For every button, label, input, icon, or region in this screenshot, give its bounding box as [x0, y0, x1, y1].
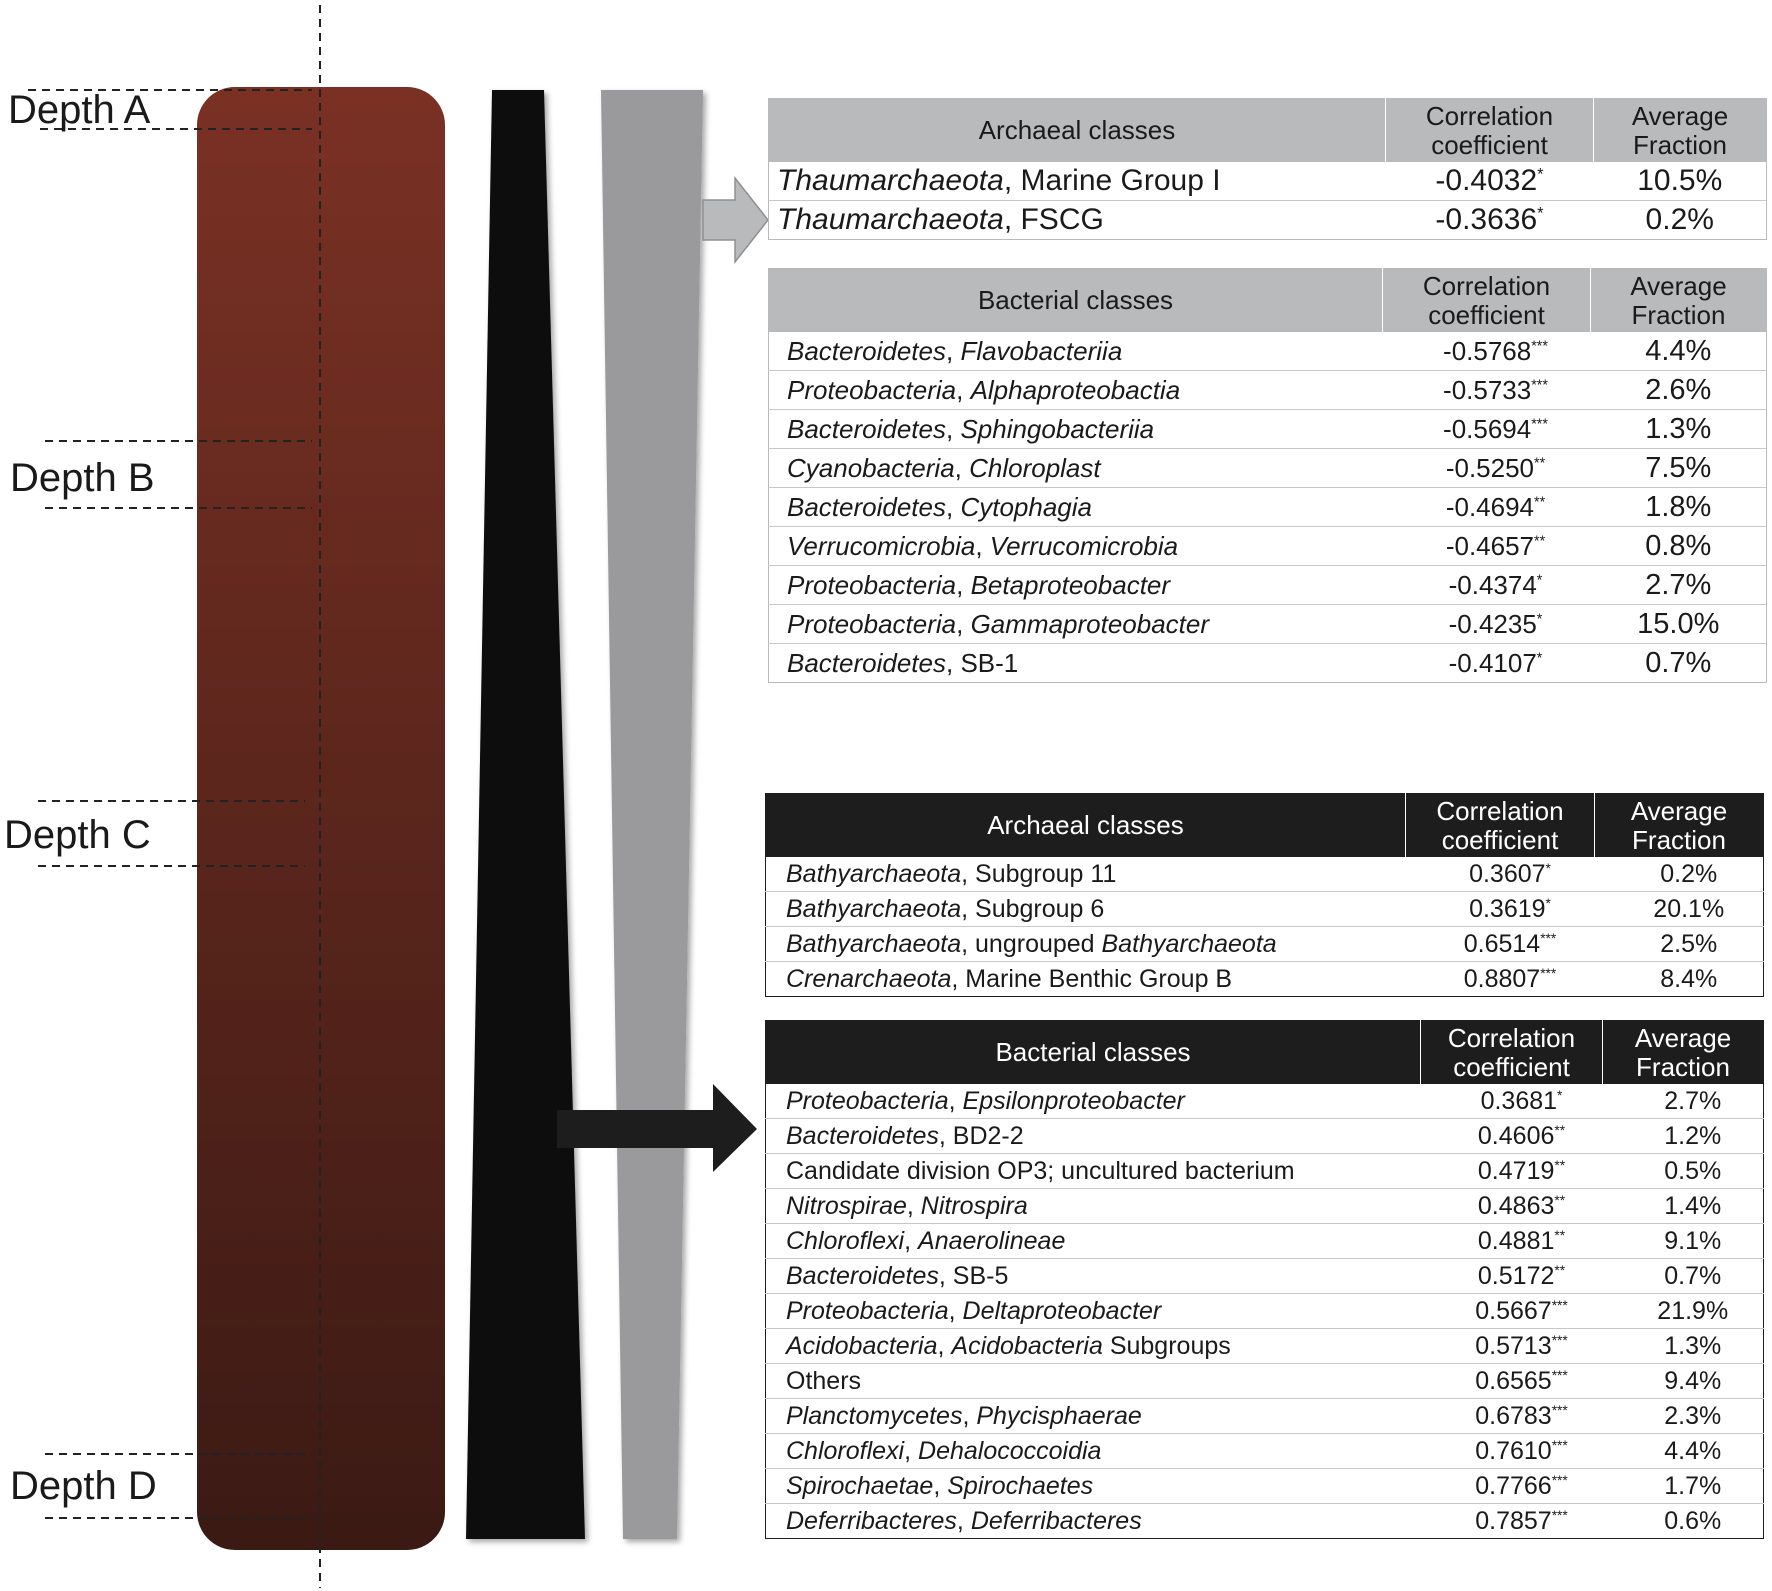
significance-mark: ** — [1534, 455, 1546, 472]
taxon-cell: Acidobacteria, Acidobacteria Subgroups — [766, 1329, 1421, 1364]
average-fraction-value: 0.6% — [1664, 1506, 1722, 1535]
taxon-cell: Bacteroidetes, BD2-2 — [766, 1119, 1421, 1154]
average-fraction-value: 1.2% — [1664, 1121, 1722, 1150]
significance-mark: ** — [1554, 1262, 1566, 1278]
correlation-cell — [1406, 892, 1595, 927]
average-fraction-cell — [1591, 605, 1767, 644]
average-fraction-value: 8.4% — [1660, 964, 1718, 993]
class-name: Cytophagia — [960, 491, 1092, 522]
correlation-value: 0.4719 — [1477, 1156, 1555, 1185]
average-fraction-cell — [1591, 527, 1767, 566]
average-fraction-cell — [1591, 488, 1767, 527]
taxon-cell: Proteobacteria, Gammaproteobacter — [769, 605, 1383, 644]
correlation-cell — [1421, 1084, 1603, 1119]
correlation-value: -0.4107 — [1448, 647, 1537, 678]
correlation-cell — [1383, 332, 1591, 371]
average-fraction-cell — [1591, 332, 1767, 371]
class-name: Sphingobacteriia — [960, 413, 1155, 444]
class-name: Verrucomicrobia — [989, 530, 1179, 561]
average-fraction-value: 9.1% — [1664, 1226, 1722, 1255]
average-fraction-value: 1.3% — [1645, 412, 1712, 445]
average-fraction-value: 21.9% — [1657, 1296, 1729, 1325]
table-row — [766, 1154, 1764, 1189]
average-fraction-cell — [1603, 1294, 1764, 1329]
significance-mark: *** — [1551, 1507, 1568, 1523]
correlation-value: -0.4032 — [1435, 164, 1538, 197]
correlation-cell — [1421, 1364, 1603, 1399]
phylum-name: Bacteroidetes — [786, 1121, 939, 1150]
class-name: Alphaproteobactia — [970, 374, 1181, 405]
average-fraction-value: 1.4% — [1664, 1191, 1722, 1220]
class-name: Subgroup 6 — [975, 894, 1105, 923]
bacterial-classes-header: Bacterial classes — [766, 1021, 1421, 1085]
significance-mark: ** — [1534, 533, 1546, 550]
table-row — [769, 449, 1767, 488]
average-fraction-cell — [1603, 1504, 1764, 1539]
table-row — [766, 1259, 1764, 1294]
correlation-cell — [1421, 1224, 1603, 1259]
taxon-cell: Bacteroidetes, Flavobacteriia — [769, 332, 1383, 371]
table-row — [766, 1364, 1764, 1399]
table-row — [766, 857, 1764, 892]
average-fraction-value: 2.7% — [1664, 1086, 1722, 1115]
significance-mark: *** — [1531, 338, 1548, 355]
archaeal-negative-table — [768, 98, 1767, 240]
correlation-cell — [1421, 1399, 1603, 1434]
class-name: FSCG — [1020, 203, 1104, 236]
phylum-name: Bacteroidetes — [787, 647, 946, 678]
average-fraction-cell — [1603, 1469, 1764, 1504]
significance-mark: *** — [1551, 1367, 1568, 1383]
table-row — [766, 1329, 1764, 1364]
average-fraction-cell — [1603, 1119, 1764, 1154]
class-name: SB-5 — [952, 1261, 1009, 1290]
significance-mark: * — [1536, 650, 1543, 667]
taxon-cell — [766, 1154, 1421, 1189]
depth-b-label: Depth B — [10, 456, 155, 500]
class-prefix: ungrouped — [975, 929, 1095, 958]
correlation-cell — [1421, 1469, 1603, 1504]
class-name: Marine Benthic Group B — [965, 964, 1233, 993]
table-row — [766, 1434, 1764, 1469]
correlation-value: 0.7857 — [1475, 1506, 1552, 1535]
correlation-value: 0.3619 — [1469, 894, 1546, 923]
correlation-value: -0.4694 — [1445, 491, 1535, 522]
depth-d-label: Depth D — [10, 1464, 157, 1508]
phylum-name: Verrucomicrobia — [787, 530, 976, 561]
table-row — [766, 1294, 1764, 1329]
phylum-name: Proteobacteria — [787, 374, 957, 405]
average-fraction-cell — [1595, 927, 1764, 962]
average-fraction-cell — [1591, 566, 1767, 605]
phylum-name: Planctomycetes — [786, 1401, 963, 1430]
depth-c-label: Depth C — [4, 813, 151, 857]
average-fraction-value: 0.7% — [1645, 646, 1712, 679]
correlation-value: 0.4863 — [1477, 1191, 1555, 1220]
average-fraction-cell — [1591, 371, 1767, 410]
average-fraction-value: 7.5% — [1645, 451, 1712, 484]
average-fraction-cell — [1603, 1189, 1764, 1224]
correlation-cell — [1421, 1189, 1603, 1224]
average-fraction-cell — [1603, 1259, 1764, 1294]
correlation-value: -0.4657 — [1445, 530, 1535, 561]
correlation-cell — [1386, 162, 1594, 201]
correlation-value: -0.4374 — [1448, 569, 1537, 600]
correlation-cell — [1383, 488, 1591, 527]
average-fraction-cell — [1603, 1084, 1764, 1119]
correlation-cell — [1383, 449, 1591, 488]
phylum-name: Chloroflexi — [786, 1226, 905, 1255]
significance-mark: *** — [1540, 930, 1557, 946]
class-name: Spirochaetes — [947, 1471, 1094, 1500]
phylum-name: Chloroflexi — [786, 1436, 905, 1465]
correlation-cell — [1383, 371, 1591, 410]
class-suffix: Subgroups — [1109, 1331, 1231, 1360]
average-fraction-value: 0.8% — [1645, 529, 1712, 562]
average-fraction-cell — [1603, 1329, 1764, 1364]
average-fraction-header: Average Fraction — [1603, 1021, 1764, 1085]
taxon-cell: Bacteroidetes, SB-5 — [766, 1259, 1421, 1294]
table-row — [766, 1119, 1764, 1154]
correlation-value: 0.6565 — [1475, 1366, 1552, 1395]
archaeal-classes-header: Archaeal classes — [769, 99, 1386, 163]
phylum-name: Bathyarchaeota — [786, 929, 962, 958]
significance-mark: ** — [1534, 494, 1546, 511]
table-row — [769, 605, 1767, 644]
correlation-cell — [1383, 605, 1591, 644]
significance-mark: *** — [1551, 1332, 1568, 1348]
average-fraction-value: 1.3% — [1664, 1331, 1722, 1360]
correlation-cell — [1421, 1504, 1603, 1539]
table-row — [766, 1504, 1764, 1539]
class-name: Nitrospira — [920, 1191, 1028, 1220]
correlation-cell — [1421, 1154, 1603, 1189]
taxon-name: Others — [786, 1366, 862, 1395]
bacterial-negative-table — [768, 268, 1767, 683]
average-fraction-header: Average Fraction — [1594, 99, 1767, 163]
average-fraction-value: 20.1% — [1653, 894, 1725, 923]
class-name: SB-1 — [960, 647, 1019, 678]
class-name: Epsilonproteobacter — [962, 1086, 1185, 1115]
class-name: Acidobacteria — [951, 1331, 1103, 1360]
table-row — [769, 488, 1767, 527]
table-row — [766, 1399, 1764, 1434]
average-fraction-value: 0.2% — [1645, 203, 1714, 236]
taxon-cell: Thaumarchaeota, Marine Group I — [769, 162, 1386, 201]
correlation-cell — [1421, 1119, 1603, 1154]
class-name: Anaerolineae — [918, 1226, 1066, 1255]
archaeal-classes-header: Archaeal classes — [766, 794, 1406, 858]
phylum-name: Spirochaetae — [786, 1471, 934, 1500]
taxon-cell: Nitrospirae, Nitrospira — [766, 1189, 1421, 1224]
table-row — [766, 927, 1764, 962]
significance-mark: *** — [1531, 416, 1548, 433]
average-fraction-value: 4.4% — [1664, 1436, 1722, 1465]
class-name: Bathyarchaeota — [1101, 929, 1277, 958]
average-fraction-cell — [1591, 410, 1767, 449]
class-name: Marine Group I — [1020, 164, 1221, 197]
correlation-cell — [1421, 1259, 1603, 1294]
class-name: Phycisphaerae — [976, 1401, 1142, 1430]
taxon-cell: Deferribacteres, Deferribacteres — [786, 1506, 1142, 1535]
correlation-cell — [1406, 927, 1595, 962]
dark-wedge — [466, 90, 585, 1539]
taxon-cell: Proteobacteria, Epsilonproteobacter — [766, 1084, 1421, 1119]
significance-mark: * — [1545, 895, 1551, 911]
average-fraction-cell — [1594, 162, 1767, 201]
class-name: Chloroplast — [969, 452, 1101, 483]
table-row — [769, 162, 1767, 201]
average-fraction-value: 2.5% — [1660, 929, 1718, 958]
average-fraction-cell — [1603, 1434, 1764, 1469]
correlation-value: -0.3636 — [1435, 203, 1538, 236]
bacterial-positive-table — [765, 1020, 1764, 1539]
class-name: Deferribacteres — [970, 1506, 1142, 1535]
correlation-cell — [1383, 410, 1591, 449]
phylum-name: Bacteroidetes — [787, 491, 946, 522]
average-fraction-value: 9.4% — [1664, 1366, 1722, 1395]
average-fraction-value: 0.5% — [1664, 1156, 1722, 1185]
table-row — [769, 410, 1767, 449]
table-row — [766, 1224, 1764, 1259]
taxon-cell: Bacteroidetes, Sphingobacteriia — [769, 410, 1383, 449]
phylum-name: Crenarchaeota — [786, 964, 952, 993]
bacterial-classes-header: Bacterial classes — [769, 269, 1383, 333]
correlation-value: -0.4235 — [1448, 608, 1537, 639]
correlation-value: 0.3681 — [1480, 1086, 1558, 1115]
correlation-cell — [1383, 527, 1591, 566]
significance-mark: * — [1545, 860, 1551, 876]
grey-arrow — [703, 178, 768, 262]
significance-mark: *** — [1531, 377, 1548, 394]
table-row — [766, 1084, 1764, 1119]
phylum-name: Bacteroidetes — [787, 413, 946, 444]
depth-a-label: Depth A — [8, 88, 151, 132]
correlation-value: -0.5733 — [1443, 374, 1532, 405]
average-fraction-value: 0.7% — [1664, 1261, 1722, 1290]
taxon-cell: Chloroflexi, Anaerolineae — [766, 1224, 1421, 1259]
correlation-coefficient-header: Correlation coefficient — [1406, 794, 1595, 858]
average-fraction-cell — [1603, 1364, 1764, 1399]
phylum-name: Thaumarchaeota — [777, 164, 1004, 197]
class-name: BD2-2 — [952, 1121, 1024, 1150]
correlation-value: 0.8807 — [1463, 964, 1541, 993]
taxon-cell: Chloroflexi, Dehalococcoidia — [766, 1434, 1421, 1469]
phylum-name: Bacteroidetes — [786, 1261, 939, 1290]
taxon-cell: Spirochaetae, Spirochaetes — [766, 1469, 1421, 1504]
correlation-cell — [1421, 1294, 1603, 1329]
average-fraction-value: 2.7% — [1645, 568, 1712, 601]
correlation-value: 0.5713 — [1475, 1331, 1552, 1360]
taxon-cell: Thaumarchaeota, FSCG — [777, 203, 1104, 236]
average-fraction-cell — [1591, 644, 1767, 683]
table-row — [766, 892, 1764, 927]
taxon-cell: Crenarchaeota, Marine Benthic Group B — [786, 964, 1233, 993]
correlation-coefficient-header: Correlation coefficient — [1386, 99, 1594, 163]
correlation-coefficient-header: Correlation coefficient — [1421, 1021, 1603, 1085]
phylum-name: Thaumarchaeota — [777, 203, 1004, 236]
average-fraction-cell — [1603, 1399, 1764, 1434]
taxon-cell: Bacteroidetes, Cytophagia — [769, 488, 1383, 527]
significance-mark: ** — [1554, 1227, 1566, 1243]
average-fraction-value: 2.3% — [1664, 1401, 1722, 1430]
table-row — [769, 566, 1767, 605]
correlation-value: 0.6783 — [1475, 1401, 1552, 1430]
phylum-name: Acidobacteria — [786, 1331, 938, 1360]
correlation-value: 0.4881 — [1477, 1226, 1555, 1255]
correlation-value: 0.5667 — [1475, 1296, 1552, 1325]
significance-mark: * — [1536, 572, 1543, 589]
average-fraction-cell — [1603, 1224, 1764, 1259]
average-fraction-header: Average Fraction — [1595, 794, 1764, 858]
table-row — [769, 644, 1767, 683]
significance-mark: * — [1557, 1087, 1563, 1103]
correlation-cell — [1383, 566, 1591, 605]
significance-mark: * — [1536, 611, 1543, 628]
table-row — [766, 962, 1764, 997]
average-fraction-cell — [1595, 857, 1764, 892]
table-row — [766, 1189, 1764, 1224]
correlation-value: -0.5768 — [1443, 335, 1532, 366]
class-name: Deltaproteobacter — [962, 1296, 1162, 1325]
taxon-cell: Bathyarchaeota, Subgroup 6 — [766, 892, 1406, 927]
archaeal-positive-table — [765, 793, 1764, 997]
significance-mark: *** — [1551, 1297, 1568, 1313]
correlation-cell — [1383, 644, 1591, 683]
phylum-name: Deferribacteres — [786, 1506, 957, 1535]
phylum-name: Proteobacteria — [787, 569, 957, 600]
correlation-cell — [1386, 201, 1594, 240]
average-fraction-cell — [1595, 962, 1764, 997]
taxon-cell: Bathyarchaeota, ungrouped Bathyarchaeota — [766, 927, 1406, 962]
average-fraction-value: 4.4% — [1645, 334, 1712, 367]
taxon-cell: Proteobacteria, Alphaproteobactia — [769, 371, 1383, 410]
taxon-name: Candidate division OP3; uncultured bacterium — [786, 1156, 1295, 1185]
significance-mark: *** — [1540, 965, 1557, 981]
correlation-value: 0.5172 — [1477, 1261, 1555, 1290]
significance-mark: *** — [1551, 1402, 1568, 1418]
average-fraction-cell — [1594, 201, 1767, 240]
class-name: Dehalococcoidia — [918, 1436, 1102, 1465]
class-name: Gammaproteobacter — [970, 608, 1210, 639]
correlation-cell — [1421, 1329, 1603, 1364]
average-fraction-value: 0.2% — [1660, 859, 1718, 888]
table-row — [769, 527, 1767, 566]
taxon-cell — [766, 1364, 1421, 1399]
correlation-cell — [1406, 857, 1595, 892]
correlation-value: 0.3607 — [1469, 859, 1546, 888]
correlation-value: 0.7766 — [1475, 1471, 1552, 1500]
average-fraction-header: Average Fraction — [1591, 269, 1767, 333]
correlation-cell — [1421, 1434, 1603, 1469]
correlation-value: 0.4606 — [1477, 1121, 1555, 1150]
significance-mark: * — [1537, 204, 1544, 223]
average-fraction-value: 1.8% — [1645, 490, 1712, 523]
correlation-coefficient-header: Correlation coefficient — [1383, 269, 1591, 333]
table-row — [769, 371, 1767, 410]
taxon-cell: Verrucomicrobia, Verrucomicrobia — [769, 527, 1383, 566]
phylum-name: Bacteroidetes — [787, 335, 946, 366]
taxon-cell: Planctomycetes, Phycisphaerae — [766, 1399, 1421, 1434]
grey-wedge — [601, 90, 703, 1539]
average-fraction-value: 1.7% — [1664, 1471, 1722, 1500]
average-fraction-cell — [1595, 892, 1764, 927]
significance-mark: *** — [1551, 1437, 1568, 1453]
phylum-name: Nitrospirae — [786, 1191, 907, 1220]
correlation-value: -0.5250 — [1445, 452, 1535, 483]
correlation-value: -0.5694 — [1443, 413, 1532, 444]
class-name: Betaproteobacter — [970, 569, 1171, 600]
average-fraction-cell — [1603, 1154, 1764, 1189]
taxon-cell: Bacteroidetes, SB-1 — [787, 647, 1019, 678]
taxon-cell: Proteobacteria, Betaproteobacter — [769, 566, 1383, 605]
taxon-cell: Proteobacteria, Deltaproteobacter — [766, 1294, 1421, 1329]
phylum-name: Proteobacteria — [787, 608, 957, 639]
phylum-name: Cyanobacteria — [787, 452, 955, 483]
class-name: Flavobacteriia — [960, 335, 1123, 366]
table-row — [766, 1469, 1764, 1504]
phylum-name: Bathyarchaeota — [786, 894, 962, 923]
phylum-name: Proteobacteria — [786, 1296, 949, 1325]
taxon-cell: Cyanobacteria, Chloroplast — [769, 449, 1383, 488]
phylum-name: Bathyarchaeota — [786, 859, 962, 888]
significance-mark: * — [1537, 165, 1544, 184]
correlation-value: 0.7610 — [1475, 1436, 1552, 1465]
average-fraction-value: 2.6% — [1645, 373, 1712, 406]
significance-mark: *** — [1551, 1472, 1568, 1488]
table-row — [769, 332, 1767, 371]
correlation-value: 0.6514 — [1463, 929, 1541, 958]
significance-mark: ** — [1554, 1122, 1566, 1138]
correlation-cell — [1406, 962, 1595, 997]
significance-mark: ** — [1554, 1192, 1566, 1208]
class-name: Subgroup 11 — [975, 859, 1117, 888]
average-fraction-cell — [1591, 449, 1767, 488]
average-fraction-value: 15.0% — [1637, 607, 1720, 640]
significance-mark: ** — [1554, 1157, 1566, 1173]
average-fraction-value: 10.5% — [1637, 164, 1723, 197]
table-row — [769, 201, 1767, 240]
taxon-cell: Bathyarchaeota, Subgroup 11 — [766, 857, 1406, 892]
phylum-name: Proteobacteria — [786, 1086, 949, 1115]
